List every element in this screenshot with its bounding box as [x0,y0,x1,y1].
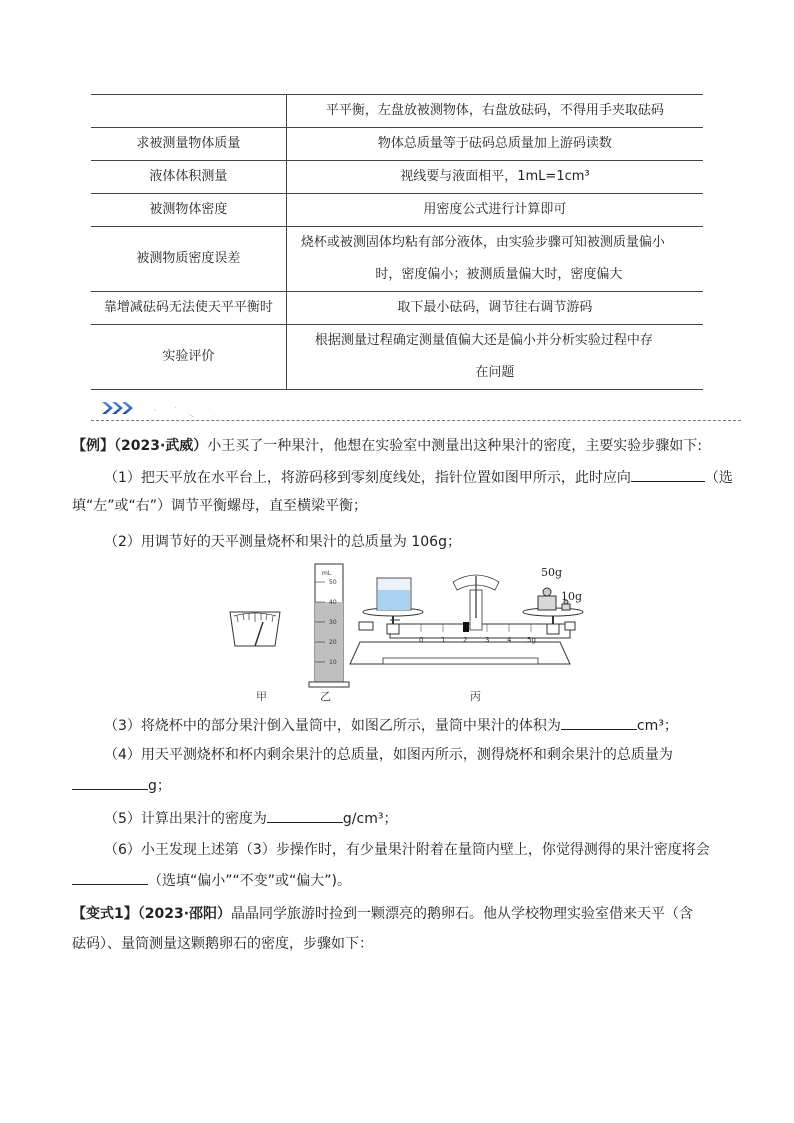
table-row [91,128,703,161]
rider-tick: 5g [527,636,536,644]
table-cell-left [91,95,286,128]
answer-blank[interactable] [72,775,148,790]
step-4-line-1: （4）用天平测烧杯和杯内剩余果汁的总质量，如图丙所示，测得烧杯和剩余果汁的总质量为 [104,747,673,763]
rider-tick: 3 [485,636,490,644]
table-cell-left: 靠增减砝码无法使天平平衡时 [91,292,286,325]
cell-line: 在问题 [475,365,515,380]
weight-50g [538,596,556,610]
table-cell-right: 视线要与液面相平，1mL=1cm³ [286,161,703,194]
step-1-text-b: （选 [704,470,733,486]
answer-blank[interactable] [561,715,637,730]
answer-blank[interactable] [267,808,343,823]
table-cell-left: 实验评价 [91,325,286,390]
table-cell-left: 求被测量物体质量 [91,128,286,161]
step-3-unit: cm³； [636,718,678,734]
chevron-icon [102,402,133,414]
table-cell-right [286,325,703,390]
table-row [91,292,703,325]
pointer-scale-jia [230,612,280,646]
example-intro-text: 小王买了一种果汁，他想在实验室中测量出这种果汁的密度，主要实验步骤如下: [207,438,703,454]
rider [463,622,469,632]
step-2: （2）用调节好的天平测量烧杯和果汁的总质量为 106g； [104,534,461,550]
step-1-line-2: 填“左”或“右”）调节平衡螺母，直至横梁平衡； [72,498,368,514]
cylinder-tick: 50 [329,579,337,586]
table-row [91,194,703,227]
weight-10g [562,604,570,610]
table-cell-right: 用密度公式进行计算即可 [286,194,703,227]
rider-tick: 0 [419,636,424,644]
step-3-text: （3）将烧杯中的部分果汁倒入量筒中，如图乙所示，量筒中果汁的体积为 [104,718,561,734]
cylinder-tick: 30 [329,619,337,626]
table-cell-right: 取下最小砝码，调节往右调节游码 [286,292,703,325]
step-1-text: （1）把天平放在水平台上，将游码移到零刻度线处，指针位置如图甲所示，此时应向 [104,470,631,486]
variant-tag: 【变式1】 [72,906,138,922]
variant-line-2: 砝码）、量筒测量这颗鹅卵石的密度，步骤如下： [72,936,373,952]
example-tag: 【例】 [72,438,114,454]
table-cell-left: 液体体积测量 [91,161,286,194]
answer-blank[interactable] [631,467,705,482]
answer-blank[interactable] [72,870,148,885]
cell-line: 时，密度偏小；被测质量偏大时，密度偏大 [375,267,623,282]
step-5-unit: g/cm³； [342,811,398,827]
table-row [91,325,703,390]
cylinder-tick: 40 [329,599,337,606]
variant-text: 晶晶同学旅游时捡到一颗漂亮的鹅卵石。他从学校物理实验室借来天平（含 [231,906,694,922]
step-4-line-2 [72,775,732,796]
example-source: （2023·武威） [114,438,208,454]
cell-line: 烧杯或被测固体均粘有部分液体，由实验步骤可知被测质量偏小 [300,235,665,250]
banner-title: 举一反三 [136,397,216,421]
cylinder-tick: 10 [329,659,337,666]
step-5 [104,808,764,829]
graduated-cylinder-yi [309,564,349,687]
rider-tick: 2 [463,636,468,644]
table-cell-left: 被测物体密度 [91,194,286,227]
variant-line-1 [72,904,732,924]
section-banner [100,394,250,422]
rider-tick: 1 [441,636,446,644]
figure-label-yi: 乙 [320,690,331,703]
table-cell-right: 物体总质量等于砝码总质量加上游码读数 [286,128,703,161]
step-6-text-b: （选填“偏小”“不变”或“偏大”)。 [148,873,351,889]
weight-label-50g: 50g [541,566,563,579]
variant-source: （2023·邵阳） [137,906,232,922]
step-5-text: （5）计算出果汁的密度为 [104,811,267,827]
step-4-unit: g； [148,778,171,794]
table-cell-right: 平平衡，左盘放被测物体，右盘放砝码，不得用手夹取砝码 [286,95,703,128]
table-row [91,95,703,128]
summary-table [91,94,703,390]
weight-label-10g: 10g [561,590,583,603]
example-intro [72,436,732,456]
step-3 [104,715,764,736]
table-row [91,161,703,194]
experiment-figure [225,560,595,710]
cylinder-unit: mL [322,570,332,577]
table-cell-right [286,227,703,292]
dashed-divider [91,420,741,421]
figure-label-jia: 甲 [256,690,267,703]
step-6-line-1: （6）小王发现上述第（3）步操作时，有少量果汁附着在量筒内壁上，你觉得测得的果汁密度将会 [104,842,710,858]
figure-label-bing: 丙 [470,690,481,703]
step-6-line-2 [72,870,732,891]
rider-tick: 4 [507,636,512,644]
table-cell-left: 被测物质密度误差 [91,227,286,292]
cylinder-tick: 20 [329,639,337,646]
table-row [91,227,703,292]
balance-bing [350,566,583,664]
cell-line: 根据测量过程确定测量值偏大还是偏小并分析实验过程中存 [314,333,653,348]
step-1-line-1 [104,467,764,488]
